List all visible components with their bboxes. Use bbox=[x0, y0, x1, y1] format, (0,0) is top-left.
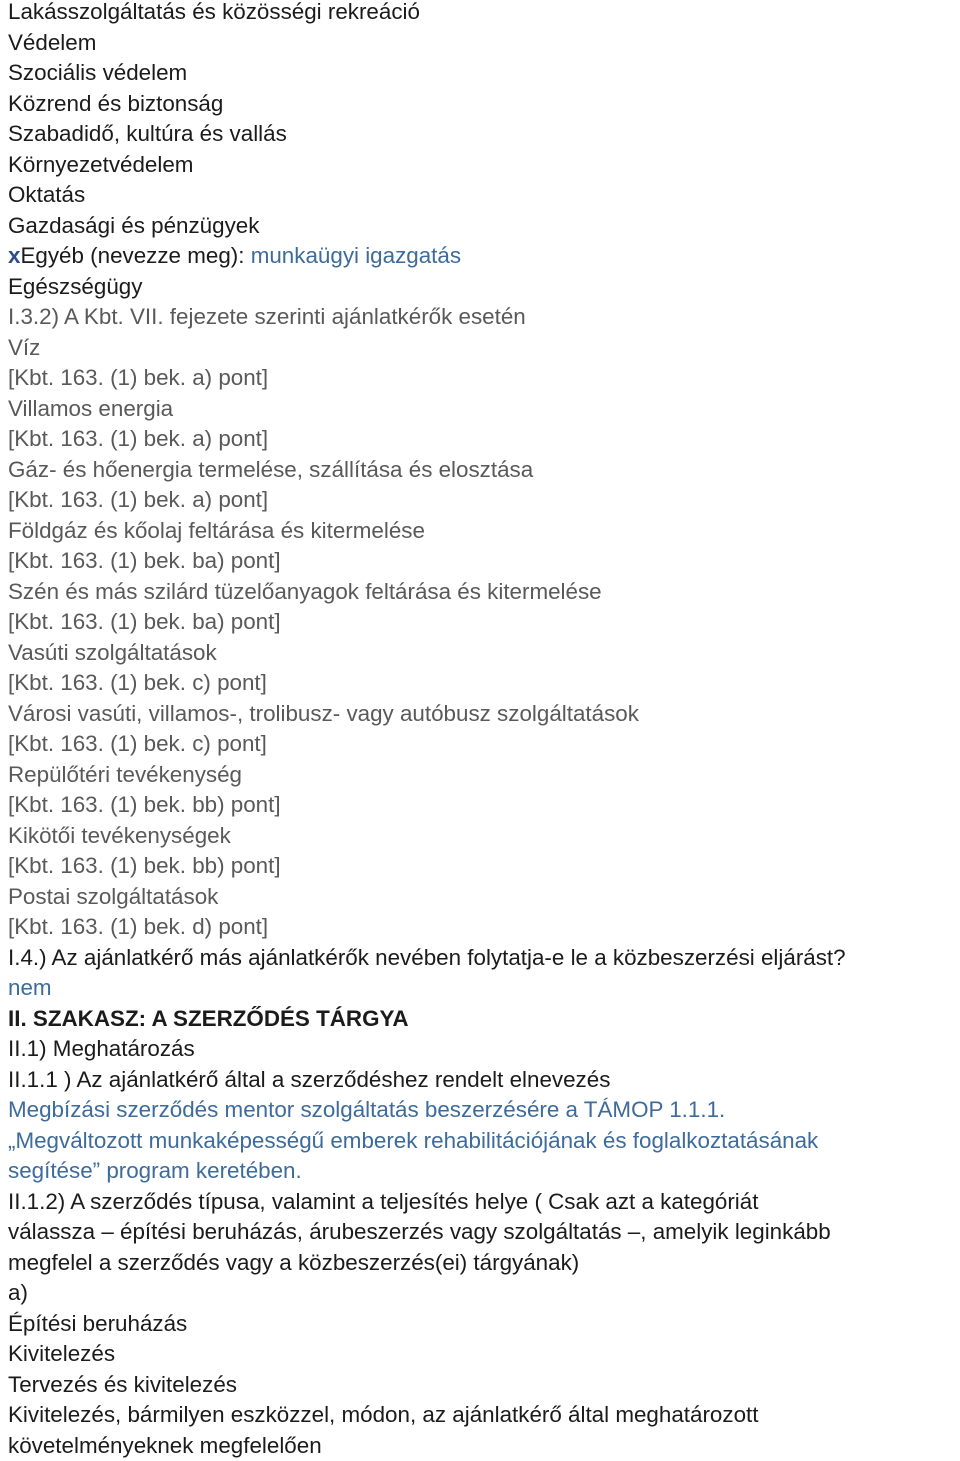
legal-reference: [Kbt. 163. (1) bek. c) pont] bbox=[8, 729, 953, 760]
procurement-notice-page bbox=[8, 0, 953, 1461]
heading-2-1-2-line-3: megfelel a szerződés vagy a közbeszerzés(ei) tárgyának) bbox=[8, 1248, 953, 1279]
activity-economy: Gazdasági és pénzügyek bbox=[8, 211, 953, 242]
legal-reference: [Kbt. 163. (1) bek. ba) pont] bbox=[8, 607, 953, 638]
section-heading-1-3-2: I.3.2) A Kbt. VII. fejezete szerinti ajánlatkérők esetén bbox=[8, 302, 953, 333]
activity-housing: Lakásszolgáltatás és közösségi rekreáció bbox=[8, 0, 953, 28]
legal-reference: [Kbt. 163. (1) bek. bb) pont] bbox=[8, 851, 953, 882]
activity-other bbox=[8, 241, 953, 272]
legal-reference: [Kbt. 163. (1) bek. a) pont] bbox=[8, 485, 953, 516]
legal-reference: [Kbt. 163. (1) bek. ba) pont] bbox=[8, 546, 953, 577]
utility-name: Postai szolgáltatások bbox=[8, 882, 953, 913]
utility-name: Vasúti szolgáltatások bbox=[8, 638, 953, 669]
option-a-label: a) bbox=[8, 1278, 953, 1309]
heading-2-1: II.1) Meghatározás bbox=[8, 1034, 953, 1065]
heading-2-1-1: II.1.1 ) Az ajánlatkérő által a szerződéshez rendelt elnevezés bbox=[8, 1065, 953, 1096]
activity-defence: Védelem bbox=[8, 28, 953, 59]
legal-reference: [Kbt. 163. (1) bek. bb) pont] bbox=[8, 790, 953, 821]
heading-2-1-2-line-1: II.1.2) A szerződés típusa, valamint a teljesítés helye ( Csak azt a kategóriát bbox=[8, 1187, 953, 1218]
utility-name: Repülőtéri tevékenység bbox=[8, 760, 953, 791]
utility-name: Kikötői tevékenységek bbox=[8, 821, 953, 852]
activity-other-value: munkaügyi igazgatás bbox=[251, 243, 461, 268]
legal-reference: [Kbt. 163. (1) bek. a) pont] bbox=[8, 424, 953, 455]
selected-mark: x bbox=[8, 243, 20, 268]
legal-reference: [Kbt. 163. (1) bek. c) pont] bbox=[8, 668, 953, 699]
utility-name: Víz bbox=[8, 333, 953, 364]
contract-name-line-2: „Megváltozott munkaképességű emberek rehabilitációjának és foglalkoztatásának bbox=[8, 1126, 953, 1157]
legal-reference: [Kbt. 163. (1) bek. a) pont] bbox=[8, 363, 953, 394]
works-option-execution: Kivitelezés bbox=[8, 1339, 953, 1370]
heading-2-1-2-line-2: válassza – építési beruházás, árubeszerzés vagy szolgáltatás –, amelyik leginkább bbox=[8, 1217, 953, 1248]
section-2-title: II. SZAKASZ: A SZERZŐDÉS TÁRGYA bbox=[8, 1004, 953, 1035]
utility-name: Városi vasúti, villamos-, trolibusz- vagy autóbusz szolgáltatások bbox=[8, 699, 953, 730]
works-option-design-and-execution: Tervezés és kivitelezés bbox=[8, 1370, 953, 1401]
contract-name-line-1: Megbízási szerződés mentor szolgáltatás beszerzésére a TÁMOP 1.1.1. bbox=[8, 1095, 953, 1126]
works-option-any-means-line-2: követelményeknek megfelelően bbox=[8, 1431, 953, 1461]
contract-name-line-3: segítése” program keretében. bbox=[8, 1156, 953, 1187]
activity-social: Szociális védelem bbox=[8, 58, 953, 89]
utility-name: Gáz- és hőenergia termelése, szállítása és elosztása bbox=[8, 455, 953, 486]
activity-other-label: Egyéb (nevezze meg): bbox=[20, 243, 250, 268]
utility-name: Villamos energia bbox=[8, 394, 953, 425]
activity-leisure: Szabadidő, kultúra és vallás bbox=[8, 119, 953, 150]
utility-name: Szén és más szilárd tüzelőanyagok feltárása és kitermelése bbox=[8, 577, 953, 608]
legal-reference: [Kbt. 163. (1) bek. d) pont] bbox=[8, 912, 953, 943]
activity-education: Oktatás bbox=[8, 180, 953, 211]
activity-environment: Környezetvédelem bbox=[8, 150, 953, 181]
activity-public-order: Közrend és biztonság bbox=[8, 89, 953, 120]
works-option-any-means-line-1: Kivitelezés, bármilyen eszközzel, módon, az ajánlatkérő által meghatározott bbox=[8, 1400, 953, 1431]
utility-name: Földgáz és kőolaj feltárása és kitermelése bbox=[8, 516, 953, 547]
activity-health: Egészségügy bbox=[8, 272, 953, 303]
answer-1-4: nem bbox=[8, 973, 953, 1004]
works-title: Építési beruházás bbox=[8, 1309, 953, 1340]
question-1-4: I.4.) Az ajánlatkérő más ajánlatkérők nevében folytatja-e le a közbeszerzési eljárást? bbox=[8, 943, 953, 974]
